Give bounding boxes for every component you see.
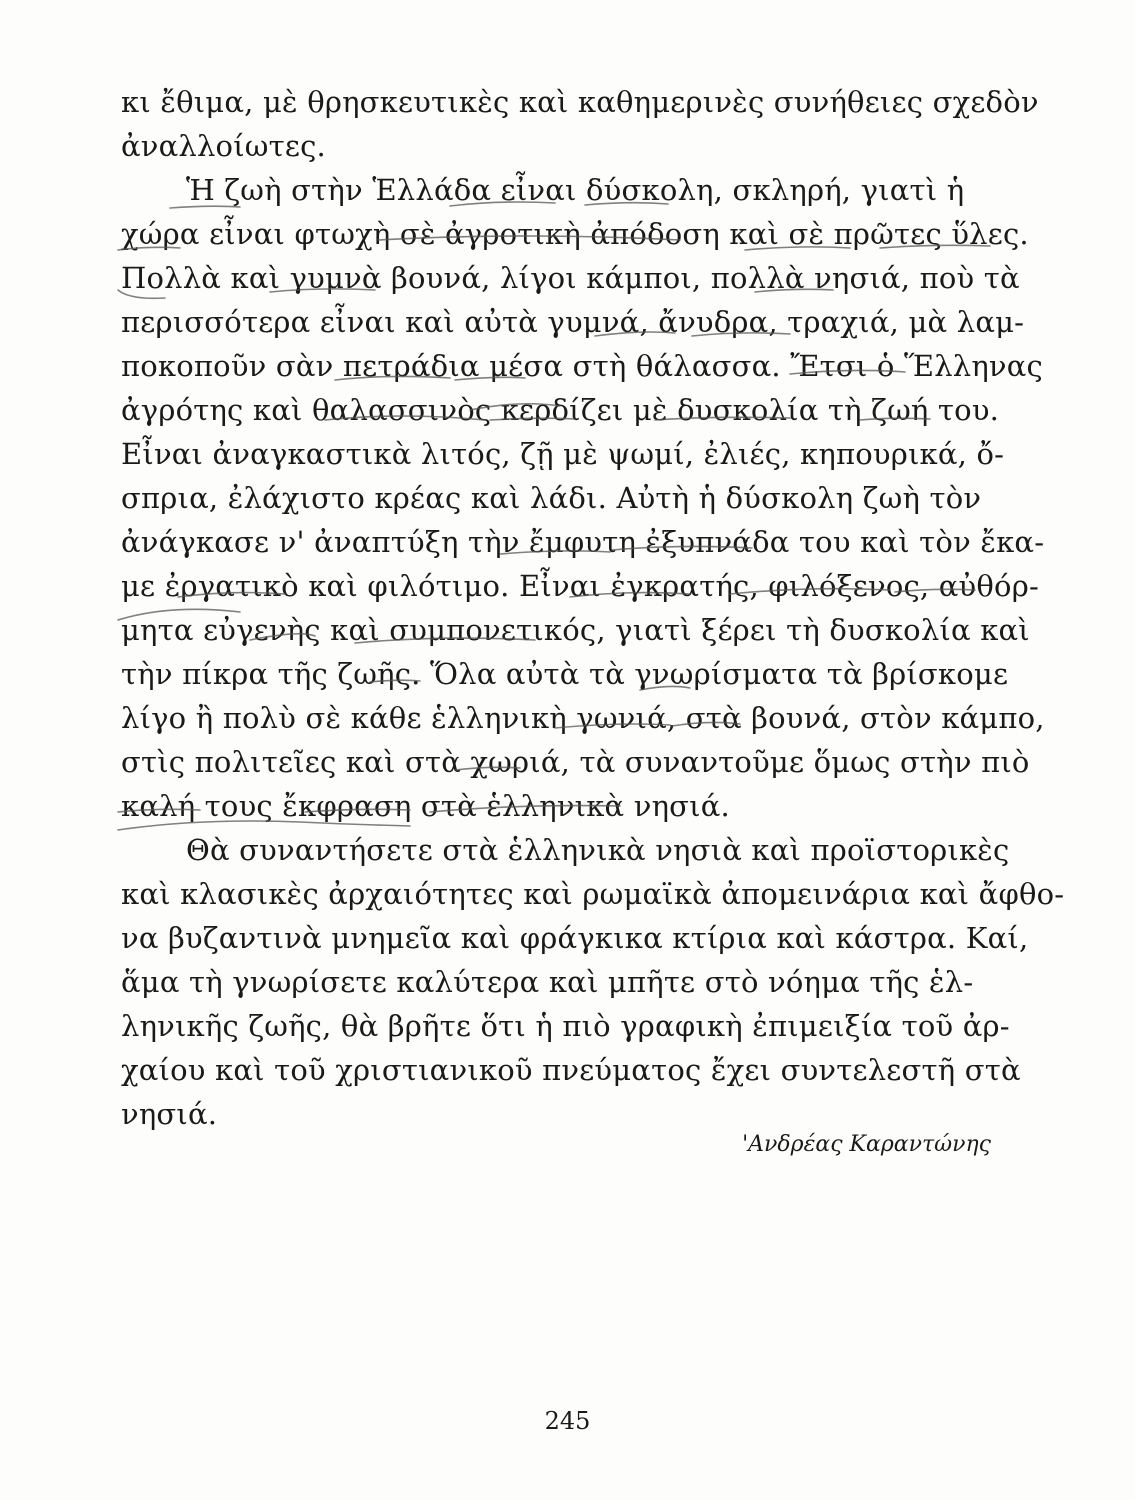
text-line: μητα εὐγενὴς καὶ συμπονετικός, γιατὶ ξέρει τὴ δυσκολία καὶ xyxy=(121,613,1030,647)
text-line: τὴν πίκρα τῆς ζωῆς. Ὅλα αὐτὰ τὰ γνωρίσματα τὰ βρίσκομε xyxy=(121,657,1009,691)
text-line: Θὰ συναντήσετε στὰ ἑλληνικὰ νησιὰ καὶ προϊστορικὲς xyxy=(186,833,1010,867)
text-line: Πολλὰ καὶ γυμνὰ βουνά, λίγοι κάμποι, πολλὰ νησιά, ποὺ τὰ xyxy=(121,261,1020,295)
text-line: Ἡ ζωὴ στὴν Ἑλλάδα εἶναι δύσκολη, σκληρή, γιατὶ ἡ xyxy=(186,173,965,207)
text-line: ποκοποῦν σὰν πετράδια μέσα στὴ θάλασσα. Ἔτσι ὁ Ἕλληνας xyxy=(121,349,1043,383)
text-line: χώρα εἶναι φτωχὴ σὲ ἀγροτικὴ ἀπόδοση καὶ σὲ πρῶτες ὕλες. xyxy=(121,217,1029,251)
text-line: σπρια, ἐλάχιστο κρέας καὶ λάδι. Αὐτὴ ἡ δύσκολη ζωὴ τὸν xyxy=(121,481,982,515)
author-signature: 'Ανδρέας Καραντώνης xyxy=(742,1132,991,1157)
text-line: στὶς πολιτεῖες καὶ στὰ χωριά, τὰ συναντοῦμε ὅμως στὴν πιὸ xyxy=(121,745,1030,779)
text-line: ἅμα τὴ γνωρίσετε καλύτερα καὶ μπῆτε στὸ νόημα τῆς ἑλ- xyxy=(121,965,974,999)
text-line: καὶ κλασικὲς ἀρχαιότητες καὶ ρωμαϊκὰ ἀπομεινάρια καὶ ἄφθο- xyxy=(121,877,1065,911)
text-line: Εἶναι ἀναγκαστικὰ λιτός, ζῇ μὲ ψωμί, ἐλιές, κηπουρικά, ὄ- xyxy=(121,437,1005,471)
text-line: νησιά. xyxy=(121,1097,218,1131)
text-line: ἀγρότης καὶ θαλασσινὸς κερδίζει μὲ δυσκολία τὴ ζωή του. xyxy=(121,393,1000,427)
text-line: καλή τους ἔκφραση στὰ ἑλληνικὰ νησιά. xyxy=(121,789,730,823)
text-line: ἀναλλοίωτες. xyxy=(121,129,326,163)
text-line: κι ἔθιμα, μὲ θρησκευτικὲς καὶ καθημερινὲς συνήθειες σχεδὸν xyxy=(121,85,1039,119)
text-line: περισσότερα εἶναι καὶ αὐτὰ γυμνά, ἄνυδρα, τραχιά, μὰ λαμ- xyxy=(121,305,1025,339)
text-line: λίγο ἢ πολὺ σὲ κάθε ἑλληνικὴ γωνιά, στὰ βουνά, στὸν κάμπο, xyxy=(121,701,1045,735)
text-line: με ἐργατικὸ καὶ φιλότιμο. Εἶναι ἐγκρατής, φιλόξενος, αὐθόρ- xyxy=(121,569,1039,603)
text-line: ληνικῆς ζωῆς, θὰ βρῆτε ὅτι ἡ πιὸ γραφικὴ ἐπιμειξία τοῦ ἀρ- xyxy=(121,1009,1010,1043)
text-line: ἀνάγκασε ν' ἀναπτύξη τὴν ἔμφυτη ἐξυπνάδα του καὶ τὸν ἔκα- xyxy=(121,525,1045,559)
text-line: να βυζαντινὰ μνημεῖα καὶ φράγκικα κτίρια καὶ κάστρα. Καί, xyxy=(121,921,1029,955)
page-number: 245 xyxy=(544,1407,591,1435)
text-line: χαίου καὶ τοῦ χριστιανικοῦ πνεύματος ἔχει συντελεστῆ στὰ xyxy=(121,1053,1021,1087)
